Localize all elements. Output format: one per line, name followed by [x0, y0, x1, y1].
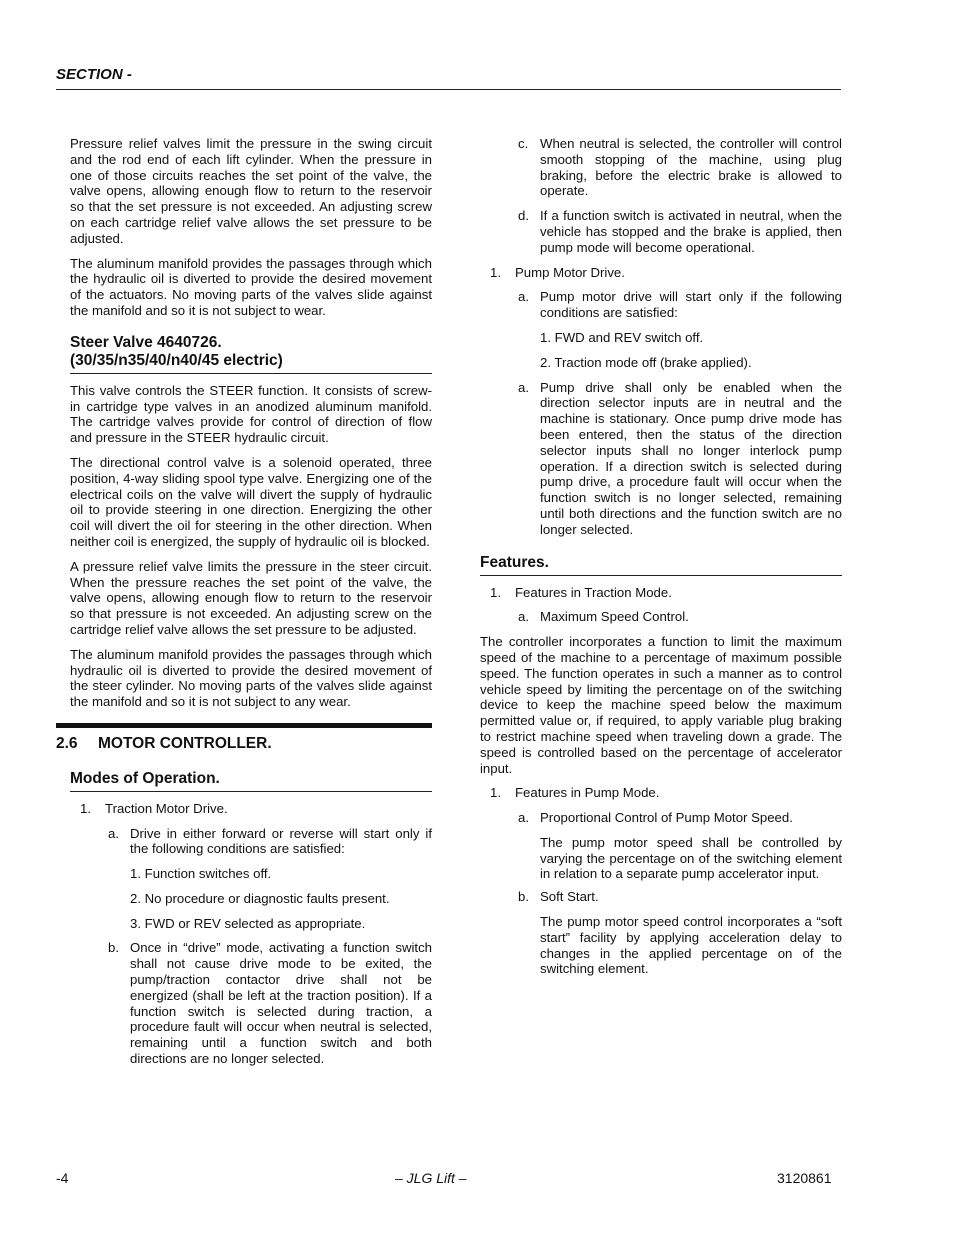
list-marker: 1. — [80, 800, 91, 816]
list-marker: c. — [518, 136, 529, 151]
list-item — [80, 801, 432, 817]
list-item — [518, 289, 842, 321]
modes-heading: Modes of Operation. — [70, 770, 432, 792]
manifold-paragraph: The aluminum manifold provides the passages through which the hydraulic oil is diverted to provide the desired movement of the actuators. No moving parts of the valves slide against the manifold and so it is not subject to wear. — [70, 255, 432, 318]
footer-brand: – JLG Lift – — [395, 1170, 467, 1186]
pump-condition-2: 2. Traction mode off (brake applied). — [540, 354, 752, 370]
list-marker: a. — [108, 825, 119, 841]
directional-valve-paragraph: The directional control valve is a solenoid operated, three position, 4-way sliding spool type valve. Energizing one of the electrical coils on the valve will divert the supply of hydraulic oil to provide steering in one direction. Energizing the other coil will divert the oil for steering in the other direction. When neither coil is energized, the supply of hydraulic oil is blocked. — [70, 454, 432, 549]
condition-3: 3. FWD or REV selected as appropriate. — [130, 915, 366, 931]
steer-relief-paragraph: A pressure relief valve limits the pressure in the steer circuit. When the pressure reaches the set point of the valve, the valve opens, allowing enough flow to return to the reservoir so that pressure is not exceeded. An adjusting screw on the cartridge relief valve allows the set pressure to be adjusted. — [70, 558, 432, 637]
steer-valve-heading-line-1: Steer Valve 4640726. — [70, 333, 222, 351]
section-rule — [56, 723, 432, 728]
section-title-text: MOTOR CONTROLLER. — [98, 734, 272, 752]
proportional-control: Proportional Control of Pump Motor Speed. — [540, 810, 793, 826]
list-item — [108, 940, 432, 1066]
list-marker: a. — [518, 289, 529, 305]
list-marker: d. — [518, 208, 529, 224]
drive-mode-description: Once in “drive” mode, activating a function switch shall not cause drive mode to be exited, the pump/traction contactor drive shall not be energized (shall be left at the traction position). If a function switch is selected during traction, a procedure fault will occur when neutral is selected, remaining until a function switch and both directions are no longer selected. — [130, 940, 432, 1067]
list-item — [518, 380, 842, 538]
section-header: SECTION - — [56, 66, 132, 83]
list-item — [518, 810, 842, 826]
list-marker: 1. — [490, 264, 501, 280]
list-item — [518, 609, 842, 625]
list-item — [490, 265, 842, 281]
steer-manifold-paragraph: The aluminum manifold provides the passages through which hydraulic oil is diverted to provide the desired movement of the steer cylinder. No moving parts of the valves slide against the manifold and so it is not subject to any wear. — [70, 646, 432, 710]
pump-mode-item: If a function switch is activated in neutral, when the vehicle has stopped and the brake is applied, then pump mode will become operational. — [540, 208, 842, 255]
traction-features: Features in Traction Mode. — [515, 584, 672, 600]
list-marker: a. — [518, 379, 529, 395]
page-number: -4 — [56, 1170, 69, 1186]
soft-start: Soft Start. — [540, 889, 599, 905]
list-marker: 1. — [490, 785, 501, 801]
list-item — [490, 585, 842, 601]
condition-1: 1. Function switches off. — [130, 866, 272, 882]
drive-start-conditions: Drive in either forward or reverse will start only if the following conditions are satisfied: — [130, 825, 432, 857]
list-item — [490, 785, 842, 801]
swing-relief-paragraph: Pressure relief valves limit the pressure in the swing circuit and the rod end of each lift cylinder. When the pressure in one of those circuits reaches the set point of the valve, the valve opens, allowing enough flow to return to the reservoir so that the set pressure is not exceeded. An adjusting screw on each cartridge relief valve allows the set pressure to be adjusted. — [70, 136, 432, 246]
steer-valve-heading-line-2: (30/35/n35/40/n40/45 electric) — [70, 351, 283, 369]
list-marker: a. — [518, 810, 529, 826]
soft-start-text: The pump motor speed control incorporates a “soft start” facility by applying acceleration delay to changes in the applied percentage on of the switching element. — [540, 914, 842, 977]
pump-drive-enable-item: Pump drive shall only be enabled when the direction selector inputs are in neutral and the machine is stationary. Once pump drive mode has been entered, then the status of the direction selector inputs shall no longer interlock pump operation. If a direction switch is selected during pump drive, a procedure fault will occur when the function switch is no longer selected, remaining until both directions and the function switch are no longer selected. — [540, 379, 842, 537]
pump-start-conditions: Pump motor drive will start only if the following conditions are satisfied: — [540, 289, 842, 321]
section-number: 2.6 — [56, 734, 78, 752]
list-marker: b. — [108, 940, 119, 956]
pump-features: Features in Pump Mode. — [515, 785, 660, 801]
pump-condition-1: 1. FWD and REV switch off. — [540, 329, 704, 345]
list-item — [518, 889, 842, 905]
list-item — [518, 208, 842, 255]
steer-function-paragraph: This valve controls the STEER function. It consists of screw-in cartridge type valves in an anodized aluminum manifold. The cartridge valves provide for control of direction of flow and pressure in the STEER hydraulic circuit. — [70, 382, 432, 446]
max-speed-paragraph: The controller incorporates a function to limit the maximum speed of the machine to a percentage of maximum possible speed. The function operates in such a manner as to control vehicle speed by limiting the percentage on of the switching device to keep the machine speed below the maximum permitted value or, if required, to apply variable plug braking to restrict machine speed when traveling down a grade. The speed is controlled based on the percentage of accelerator input. — [480, 634, 842, 776]
list-item — [518, 136, 842, 199]
right-column — [480, 136, 842, 984]
max-speed-control: Maximum Speed Control. — [540, 609, 689, 625]
section-title — [56, 736, 432, 752]
list-marker: a. — [518, 609, 529, 625]
list-item — [108, 826, 432, 858]
features-heading: Features. — [480, 554, 842, 576]
left-column — [56, 136, 432, 1076]
pump-motor-drive: Pump Motor Drive. — [515, 264, 625, 280]
list-marker: b. — [518, 889, 529, 905]
list-marker: 1. — [490, 584, 501, 600]
document-number: 3120861 — [777, 1170, 832, 1186]
proportional-control-text: The pump motor speed shall be controlled by varying the percentage on of the switching element in relation to a separate pump accelerator input. — [540, 834, 842, 882]
neutral-braking-item: When neutral is selected, the controller will control smooth stopping of the machine, using plug braking, before the electric brake is allowed to operate. — [540, 136, 842, 199]
steer-valve-heading — [70, 334, 432, 374]
header-rule — [56, 89, 841, 90]
condition-2: 2. No procedure or diagnostic faults present. — [130, 890, 390, 906]
traction-motor-drive: Traction Motor Drive. — [105, 800, 228, 816]
